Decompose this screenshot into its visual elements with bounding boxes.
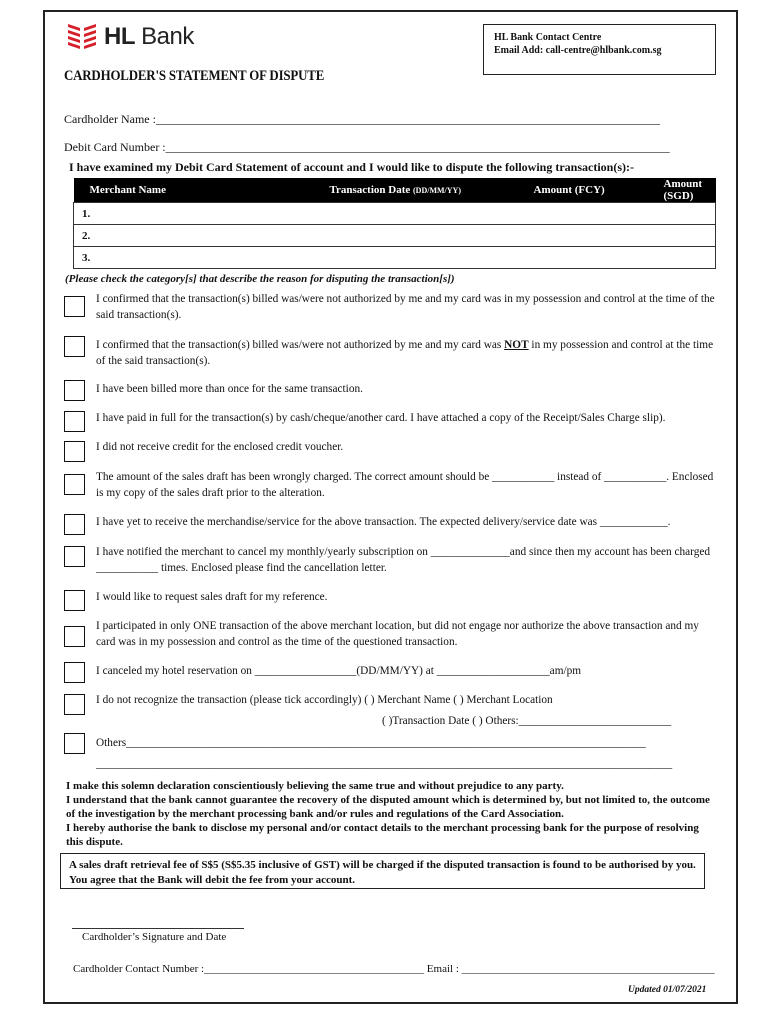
checkbox-not-authorized-not-in-possession[interactable]	[64, 336, 85, 357]
form-title: CARDHOLDER'S STATEMENT OF DISPUTE	[64, 68, 325, 84]
table-row[interactable]	[74, 203, 716, 225]
declaration-solemn: I make this solemn declaration conscientiously believing the same true and without prejudice to any party.	[66, 780, 564, 792]
updated-date: Updated 01/07/2021	[628, 985, 707, 995]
table-row[interactable]	[74, 247, 716, 269]
checkbox-hotel-cancelled[interactable]	[64, 662, 85, 683]
checkbox-billed-more-than-once[interactable]	[64, 380, 85, 401]
signature-line[interactable]	[72, 928, 244, 929]
contact-centre-box	[483, 24, 716, 75]
row-number[interactable]: 1.	[74, 203, 716, 225]
contact-centre-title: HL Bank Contact Centre	[494, 32, 602, 43]
not-emphasis: NOT	[504, 339, 529, 351]
option-request-sales-draft: I would like to request sales draft for my reference.	[96, 591, 328, 603]
option-one-transaction-only: I participated in only ONE transaction of the above merchant location, but did not engage nor authorize the above transaction and my card was in my possession and control as the time of the questioned transaction.	[96, 620, 699, 648]
bank-logo	[66, 22, 194, 52]
checkbox-one-transaction-only[interactable]	[64, 626, 85, 647]
checkbox-no-credit-received[interactable]	[64, 441, 85, 462]
dispute-intro: I have examined my Debit Card Statement of account and I would like to dispute the following transaction(s):-	[69, 160, 634, 174]
option-merchandise-not-received: I have yet to receive the merchandise/service for the above transaction. The expected delivery/service date was ____________.	[96, 516, 671, 528]
hl-bank-logo-icon	[66, 22, 98, 52]
transaction-date-header: Transaction Date (DD/MM/YY)	[324, 178, 528, 203]
option-no-credit-received: I did not receive credit for the enclosed credit voucher.	[96, 441, 344, 453]
declaration-authorise: I hereby authorise the bank to disclose my personal and/or contact details to the merchant processing bank for the purpose of resolving this dispute.	[66, 822, 699, 848]
option-not-authorized-not-in-possession: I confirmed that the transaction(s) billed was/were not authorized by me and my card was NOT in my possession and control at the time of the said transaction(s).	[96, 339, 714, 367]
option-billed-more-than-once: I have been billed more than once for the same transaction.	[96, 383, 363, 395]
checkbox-wrongly-charged[interactable]	[64, 474, 85, 495]
option-subscription-cancelled: I have notified the merchant to cancel my monthly/yearly subscription on ______________and since then my account has been charged ___________ times. Enclosed please find the cancellation letter.	[96, 546, 711, 574]
option-paid-in-full: I have paid in full for the transaction(s) by cash/cheque/another card. I have attached a copy of the Receipt/Sales Charge slip).	[96, 412, 666, 424]
table-header-row	[74, 178, 716, 203]
checkbox-paid-in-full[interactable]	[64, 411, 85, 432]
option-others[interactable]: Others____________________________________________________________________________________________	[96, 737, 646, 749]
bank-name: HL Bank	[104, 23, 194, 50]
row-number[interactable]: 3.	[74, 247, 716, 269]
option-wrongly-charged: The amount of the sales draft has been wrongly charged. The correct amount should be ___________ instead of ___________. Enclosed is my copy of the sales draft prior to the alteration.	[96, 471, 714, 499]
checkbox-merchandise-not-received[interactable]	[64, 514, 85, 535]
debit-card-number-field[interactable]: Debit Card Number :____________________________________________________________________________________	[64, 140, 670, 154]
transactions-table	[73, 178, 716, 269]
option-not-authorized-in-possession: I confirmed that the transaction(s) billed was/were not authorized by me and my card was in my possession and control at the time of the said transaction(s).	[96, 293, 715, 321]
option-hotel-cancelled: I canceled my hotel reservation on __________________(DD/MM/YY) at ____________________am/pm	[96, 665, 582, 677]
merchant-name-header: Merchant Name	[74, 178, 324, 203]
checkbox-others[interactable]	[64, 733, 85, 754]
declaration	[66, 779, 716, 849]
checkbox-request-sales-draft[interactable]	[64, 590, 85, 611]
amount-fcy-header: Amount (FCY)	[528, 178, 658, 203]
cardholder-name-field[interactable]: Cardholder Name :____________________________________________________________________________________	[64, 112, 660, 126]
table-row[interactable]	[74, 225, 716, 247]
option-do-not-recognize-sub: ( )Transaction Date ( ) Others:___________________________	[382, 715, 672, 727]
signature-label: Cardholder’s Signature and Date	[82, 931, 227, 943]
fee-notice: A sales draft retrieval fee of S$5 (S$5.35 inclusive of GST) will be charged if the disputed transaction is found to be authorised by you. You agree that the Bank will debit the fee from your account.	[60, 853, 705, 889]
contact-number-email-field[interactable]: Cardholder Contact Number :________________________________________ Email : ______________________________________________	[73, 963, 715, 975]
category-note: (Please check the category[s] that describe the reason for disputing the transaction[s])	[65, 273, 455, 285]
checkbox-do-not-recognize[interactable]	[64, 694, 85, 715]
row-number[interactable]: 2.	[74, 225, 716, 247]
amount-sgd-header: Amount (SGD)	[658, 178, 716, 203]
option-do-not-recognize: I do not recognize the transaction (please tick accordingly) ( ) Merchant Name ( ) Merchant Location	[96, 694, 553, 706]
checkbox-subscription-cancelled[interactable]	[64, 546, 85, 567]
checkbox-not-authorized-in-possession[interactable]	[64, 296, 85, 317]
others-extra-line[interactable]: ______________________________________________________________________________________________________	[96, 758, 673, 770]
declaration-no-guarantee: I understand that the bank cannot guarantee the recovery of the disputed amount which is determined by, but not limited to, the outcome of the investigation by the merchant processing bank and/or rules and regulations of the Card Association.	[66, 794, 710, 820]
contact-email: Email Add: call-centre@hlbank.com.sg	[494, 45, 662, 56]
